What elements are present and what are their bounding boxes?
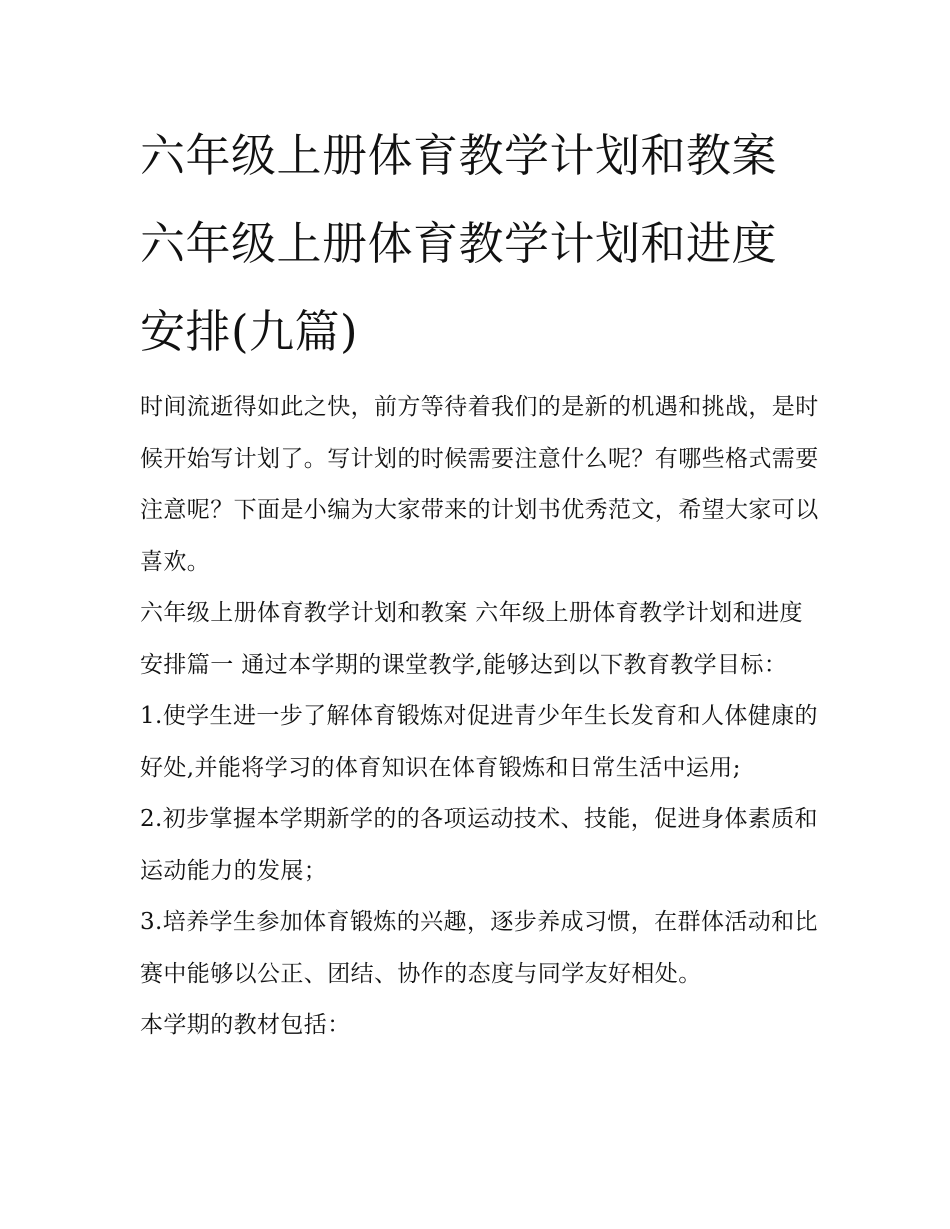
section-heading-paragraph: 六年级上册体育教学计划和教案 六年级上册体育教学计划和进度安排篇一 通过本学期的课堂教学,能够达到以下教育教学目标：	[140, 600, 803, 678]
document-page	[140, 112, 820, 1052]
goal-item-2: 2.初步掌握本学期新学的的各项运动技术、技能，促进身体素质和运动能力的发展；	[140, 806, 818, 884]
intro-paragraph: 时间流逝得如此之快，前方等待着我们的是新的机遇和挑战，是时候开始写计划了。写计划的时候需要注意什么呢？有哪些格式需要注意呢？下面是小编为大家带来的计划书优秀范文，希望大家可以喜欢。	[140, 394, 819, 575]
document-title: 六年级上册体育教学计划和教案 六年级上册体育教学计划和进度安排(九篇)	[140, 129, 778, 358]
goal-item-1: 1.使学生进一步了解体育锻炼对促进青少年生长发育和人体健康的好处,并能将学习的体育知识在体育锻炼和日常生活中运用;	[140, 703, 818, 781]
materials-intro: 本学期的教材包括：	[140, 1012, 351, 1038]
goal-item-3: 3.培养学生参加体育锻炼的兴趣，逐步养成习惯，在群体活动和比赛中能够以公正、团结、协作的态度与同学友好相处。	[140, 909, 818, 987]
